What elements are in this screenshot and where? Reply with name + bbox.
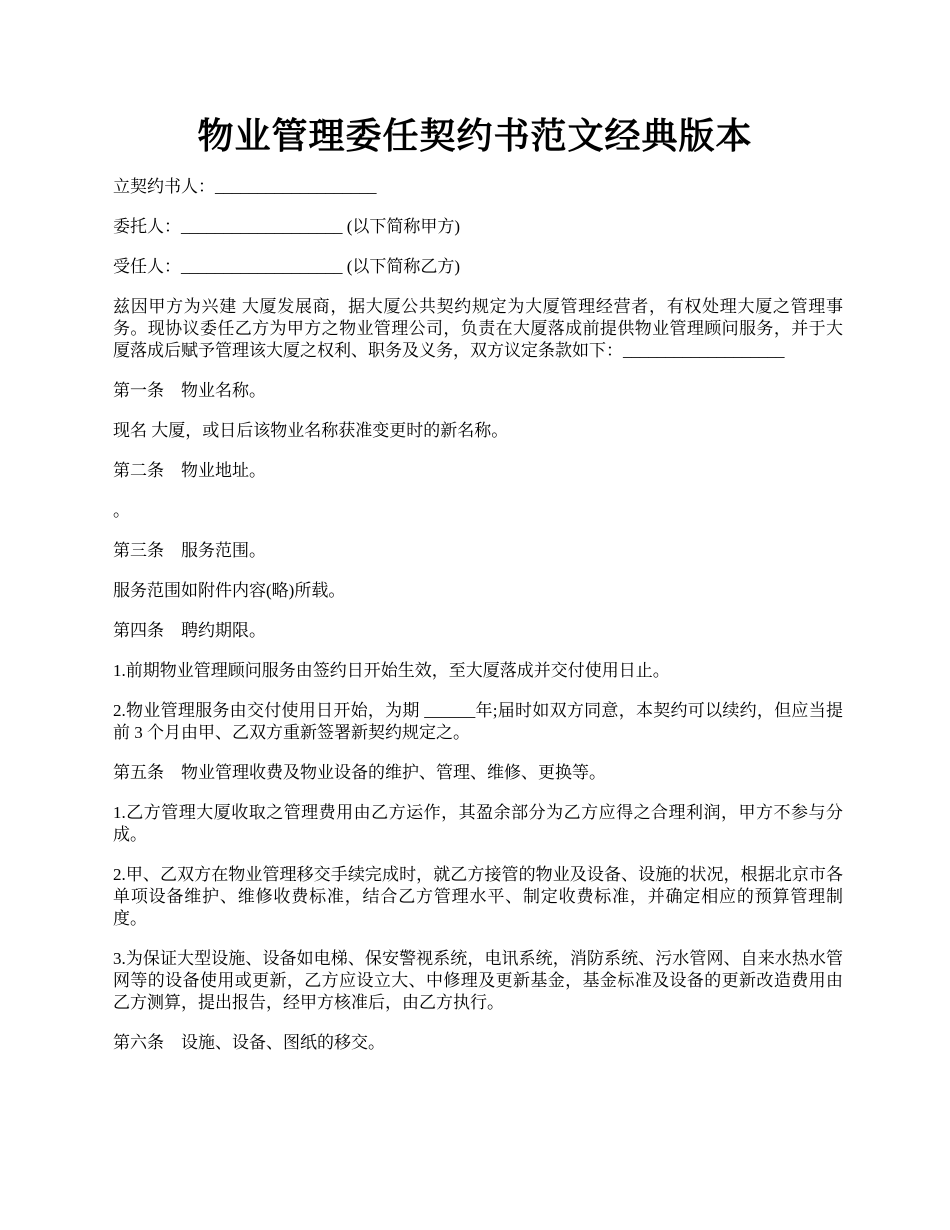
article-4-item-2: 2.物业管理服务由交付使用日开始，为期 ______年;届时如双方同意，本契约可以续约，但应当提前 3 个月由甲、乙双方重新签署新契约规定之。	[113, 701, 843, 742]
article-5-item-1: 1.乙方管理大厦收取之管理费用由乙方运作，其盈余部分为乙方应得之合理利润，甲方不参与分成。	[113, 803, 843, 844]
article-4-heading: 第四条 聘约期限。	[113, 621, 266, 640]
principal-line: 委托人：___________________ (以下简称甲方)	[113, 217, 461, 236]
agent-line: 受任人：___________________ (以下简称乙方)	[113, 257, 461, 276]
preamble-paragraph: 兹因甲方为兴建 大厦发展商，据大厦公共契约规定为大厦管理经营者，有权处理大厦之管理事务。现协议委任乙方为甲方之物业管理公司，负责在大厦落成前提供物业管理顾问服务，并于大厦落成后赋予管理该大厦之权利、职务及义务，双方议定条款如下：___________________	[113, 297, 843, 360]
article-3-body: 服务范围如附件内容(略)所载。	[113, 581, 346, 600]
page-title: 物业管理委任契约书范文经典版本	[197, 116, 753, 156]
article-4-item-1: 1.前期物业管理顾问服务由签约日开始生效，至大厦落成并交付使用日止。	[113, 661, 670, 680]
article-3-heading: 第三条 服务范围。	[113, 541, 266, 560]
article-6-heading: 第六条 设施、设备、图纸的移交。	[113, 1033, 385, 1052]
article-2-body: 。	[113, 501, 130, 520]
article-5-item-2: 2.甲、乙双方在物业管理移交手续完成时，就乙方接管的物业及设备、设施的状况，根据北京市各单项设备维护、维修收费标准，结合乙方管理水平、制定收费标准，并确定相应的预算管理制度。	[113, 865, 843, 928]
article-1-heading: 第一条 物业名称。	[113, 381, 266, 400]
article-2-heading: 第二条 物业地址。	[113, 461, 266, 480]
article-1-body: 现名 大厦，或日后该物业名称获准变更时的新名称。	[113, 421, 509, 440]
contract-party-line: 立契约书人：___________________	[113, 177, 377, 196]
article-5-heading: 第五条 物业管理收费及物业设备的维护、管理、维修、更换等。	[113, 763, 606, 782]
article-5-item-3: 3.为保证大型设施、设备如电梯、保安警视系统，电讯系统，消防系统、污水管网、自来水热水管网等的设备使用或更新，乙方应设立大、中修理及更新基金，基金标准及设备的更新改造费用由乙方测算，提出报告，经甲方核准后，由乙方执行。	[113, 949, 843, 1012]
document-body	[113, 176, 843, 1072]
